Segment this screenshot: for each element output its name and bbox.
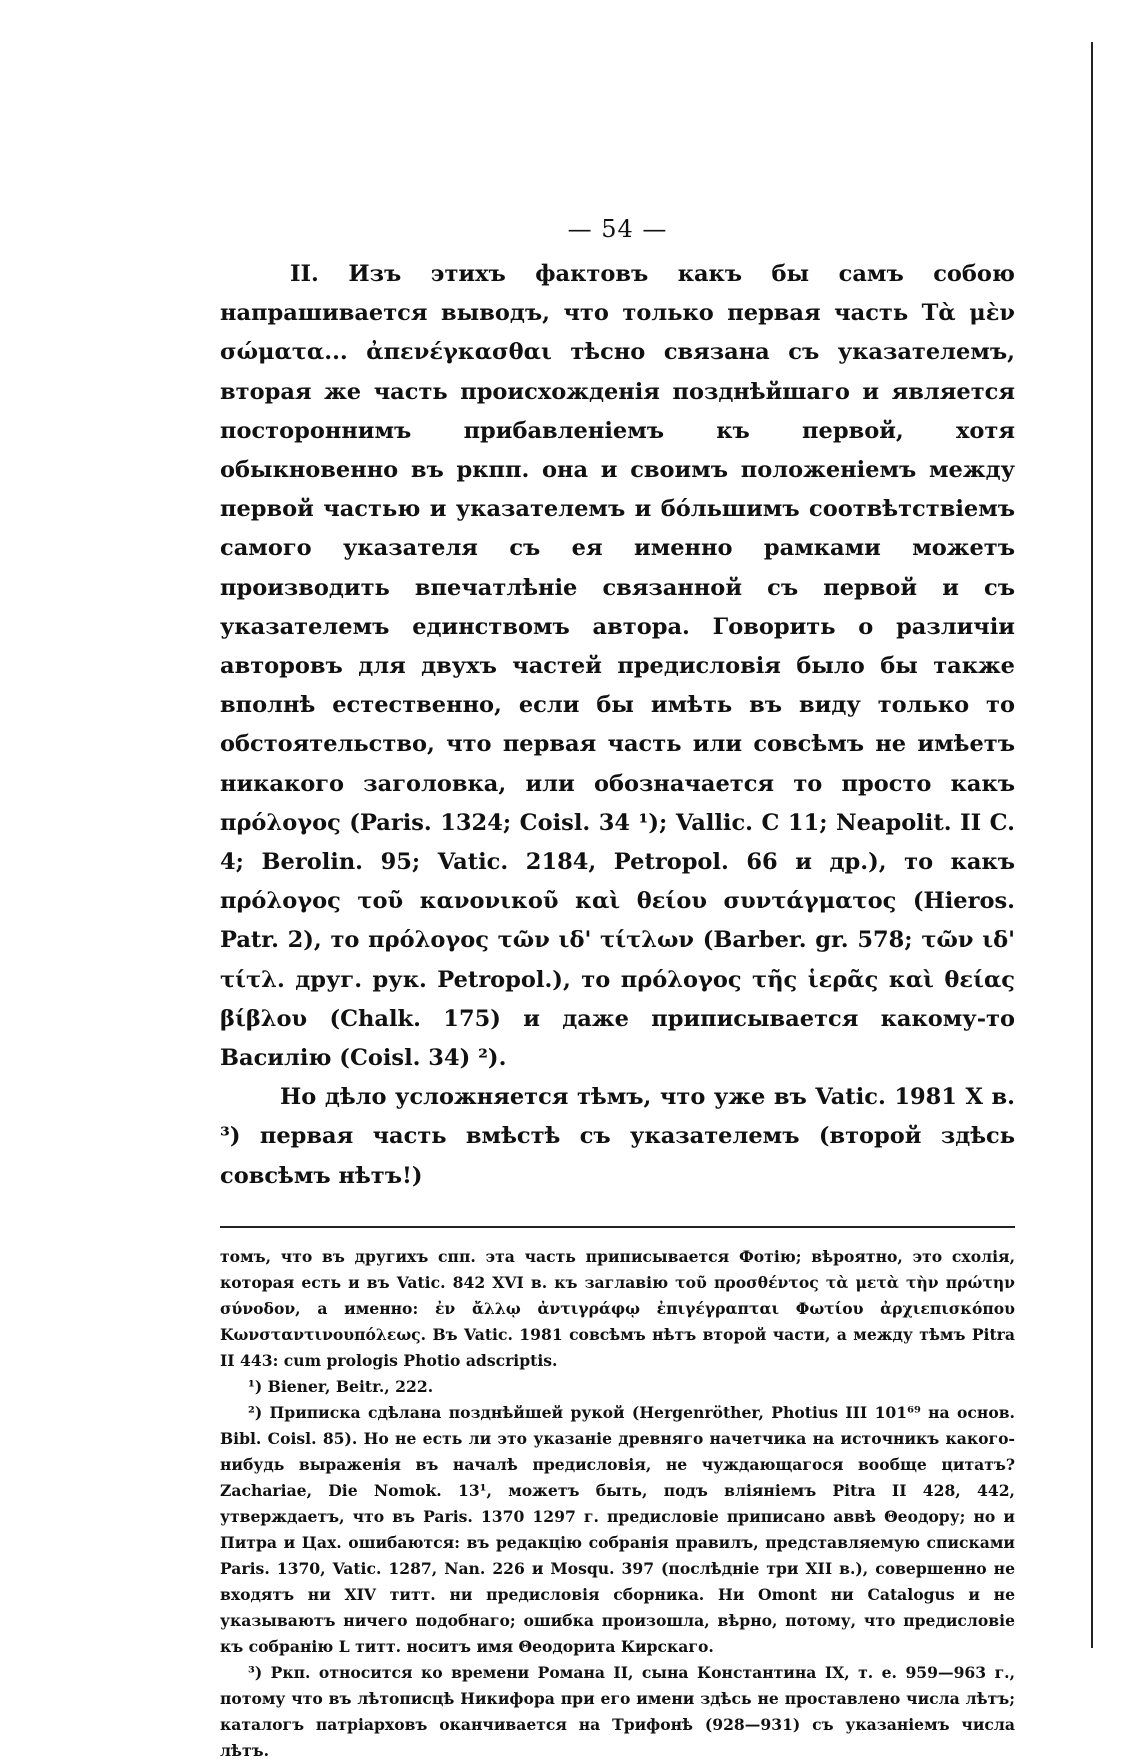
footnote-3: ³) Ркп. относится ко времени Романа II, сына Константина IX, т. е. 959—963 г., потому что въ лѣтописцѣ Никифора при его имени здѣсь не проставлено числа лѣтъ; каталогъ патріарховъ оканчивается на Трифонѣ (928—931) съ указаніемъ числа лѣтъ. [220, 1662, 1015, 1760]
paragraph-1: II. Изъ этихъ фактовъ какъ бы самъ собою напрашивается выводъ, что только первая часть Τὰ μὲν σώματα... ἀπενέγκασθαι тѣсно связана съ указателемъ, вторая же часть происхожденія позднѣйшаго и является постороннимъ прибавленіемъ къ первой, хотя обыкновенно въ ркпп. она и своимъ положеніемъ между первой частью и указателемъ и бóльшимъ соотвѣтствіемъ самого указателя съ ея именно рамками можетъ производить впечатлѣніе связанной съ первой и съ указателемъ единствомъ автора. Говорить о различіи авторовъ для двухъ частей предисловія было бы также вполнѣ естественно, если бы имѣть въ виду только то обстоятельство, что первая часть или совсѣмъ не имѣетъ никакого заголовка, или обозначается то просто какъ πρόλογος (Paris. 1324; Coisl. 34 ¹); Vallic. C 11; Neapolit. II C. 4; Berolin. 95; Vatic. 2184, Petropol. 66 и др.), то какъ πρόλογος τοῦ κανονικοῦ καὶ θείου συντάγματος (Hieros. Patr. 2), то πρόλογος τῶν ιδ' τίτλων (Barber. gr. 578; τῶν ιδ' τίτλ. друг. рук. Petropol.), то πρόλογος τῆς ἱερᾶς καὶ θείας βίβλου (Chalk. 175) и даже приписывается какому-то Василію (Coisl. 34) ²). [220, 261, 1015, 1072]
page [220, 215, 1015, 1764]
page-number: — 54 — [567, 215, 668, 243]
footnote-2: ²) Приписка сдѣлана позднѣйшей рукой (Hergenröther, Photius III 101⁶⁹ на основ. Bibl. Coisl. 85). Но не есть ли это указаніе древняго начетчика на источникъ какого-нибудь выраженія въ началѣ предисловія, не чуждающагося вообще цитатъ? Zachariae, Die Nomok. 13¹, можетъ быть, подъ вліяніемъ Pitra II 428, 442, утверждаетъ, что въ Paris. 1370 1297 г. предисловіе приписано аввѣ Θеодору; но и Питра и Цах. ошибаются: въ редакцію собранія правилъ, представляемую списками Paris. 1370, Vatic. 1287, Nan. 226 и Mosqu. 397 (послѣдніе три XII в.), совершенно не входятъ ни XIV титт. ни предисловія сборника. Ни Omont ни Catalogus и не указываютъ ничего подобнаго; ошибка произошла, вѣрно, потому, что предисловіе къ собранію L титт. носитъ имя Θеодорита Кирскаго. [220, 1402, 1015, 1656]
main-text [220, 255, 1015, 1196]
footnotes [220, 1244, 1015, 1764]
footnote-separator [220, 1226, 1015, 1228]
page-edge-line [1091, 42, 1093, 1648]
paragraph-2: Но дѣло усложняется тѣмъ, что уже въ Vatic. 1981 X в. ³) первая часть вмѣстѣ съ указателемъ (второй здѣсь совсѣмъ нѣтъ!) [220, 1084, 1015, 1189]
footnote-continuation: томъ, что въ другихъ спп. эта часть приписывается Фотію; вѣроятно, это схолія, которая есть и въ Vatic. 842 XVI в. къ заглавію τοῦ προσθέντος τὰ μετὰ τὴν πρώτην σύνοδον, а именно: ἐν ἄλλῳ ἀντιγράφῳ ἐπιγέγραπται Φωτίου ἀρχιεπισκόπου Κωνσταντινουπόλεως. Въ Vatic. 1981 совсѣмъ нѣтъ второй части, а между тѣмъ Pitra II 443: cum prologis Photio adscriptis. [220, 1246, 1015, 1370]
footnote-1: ¹) Biener, Beitr., 222. [248, 1376, 434, 1396]
